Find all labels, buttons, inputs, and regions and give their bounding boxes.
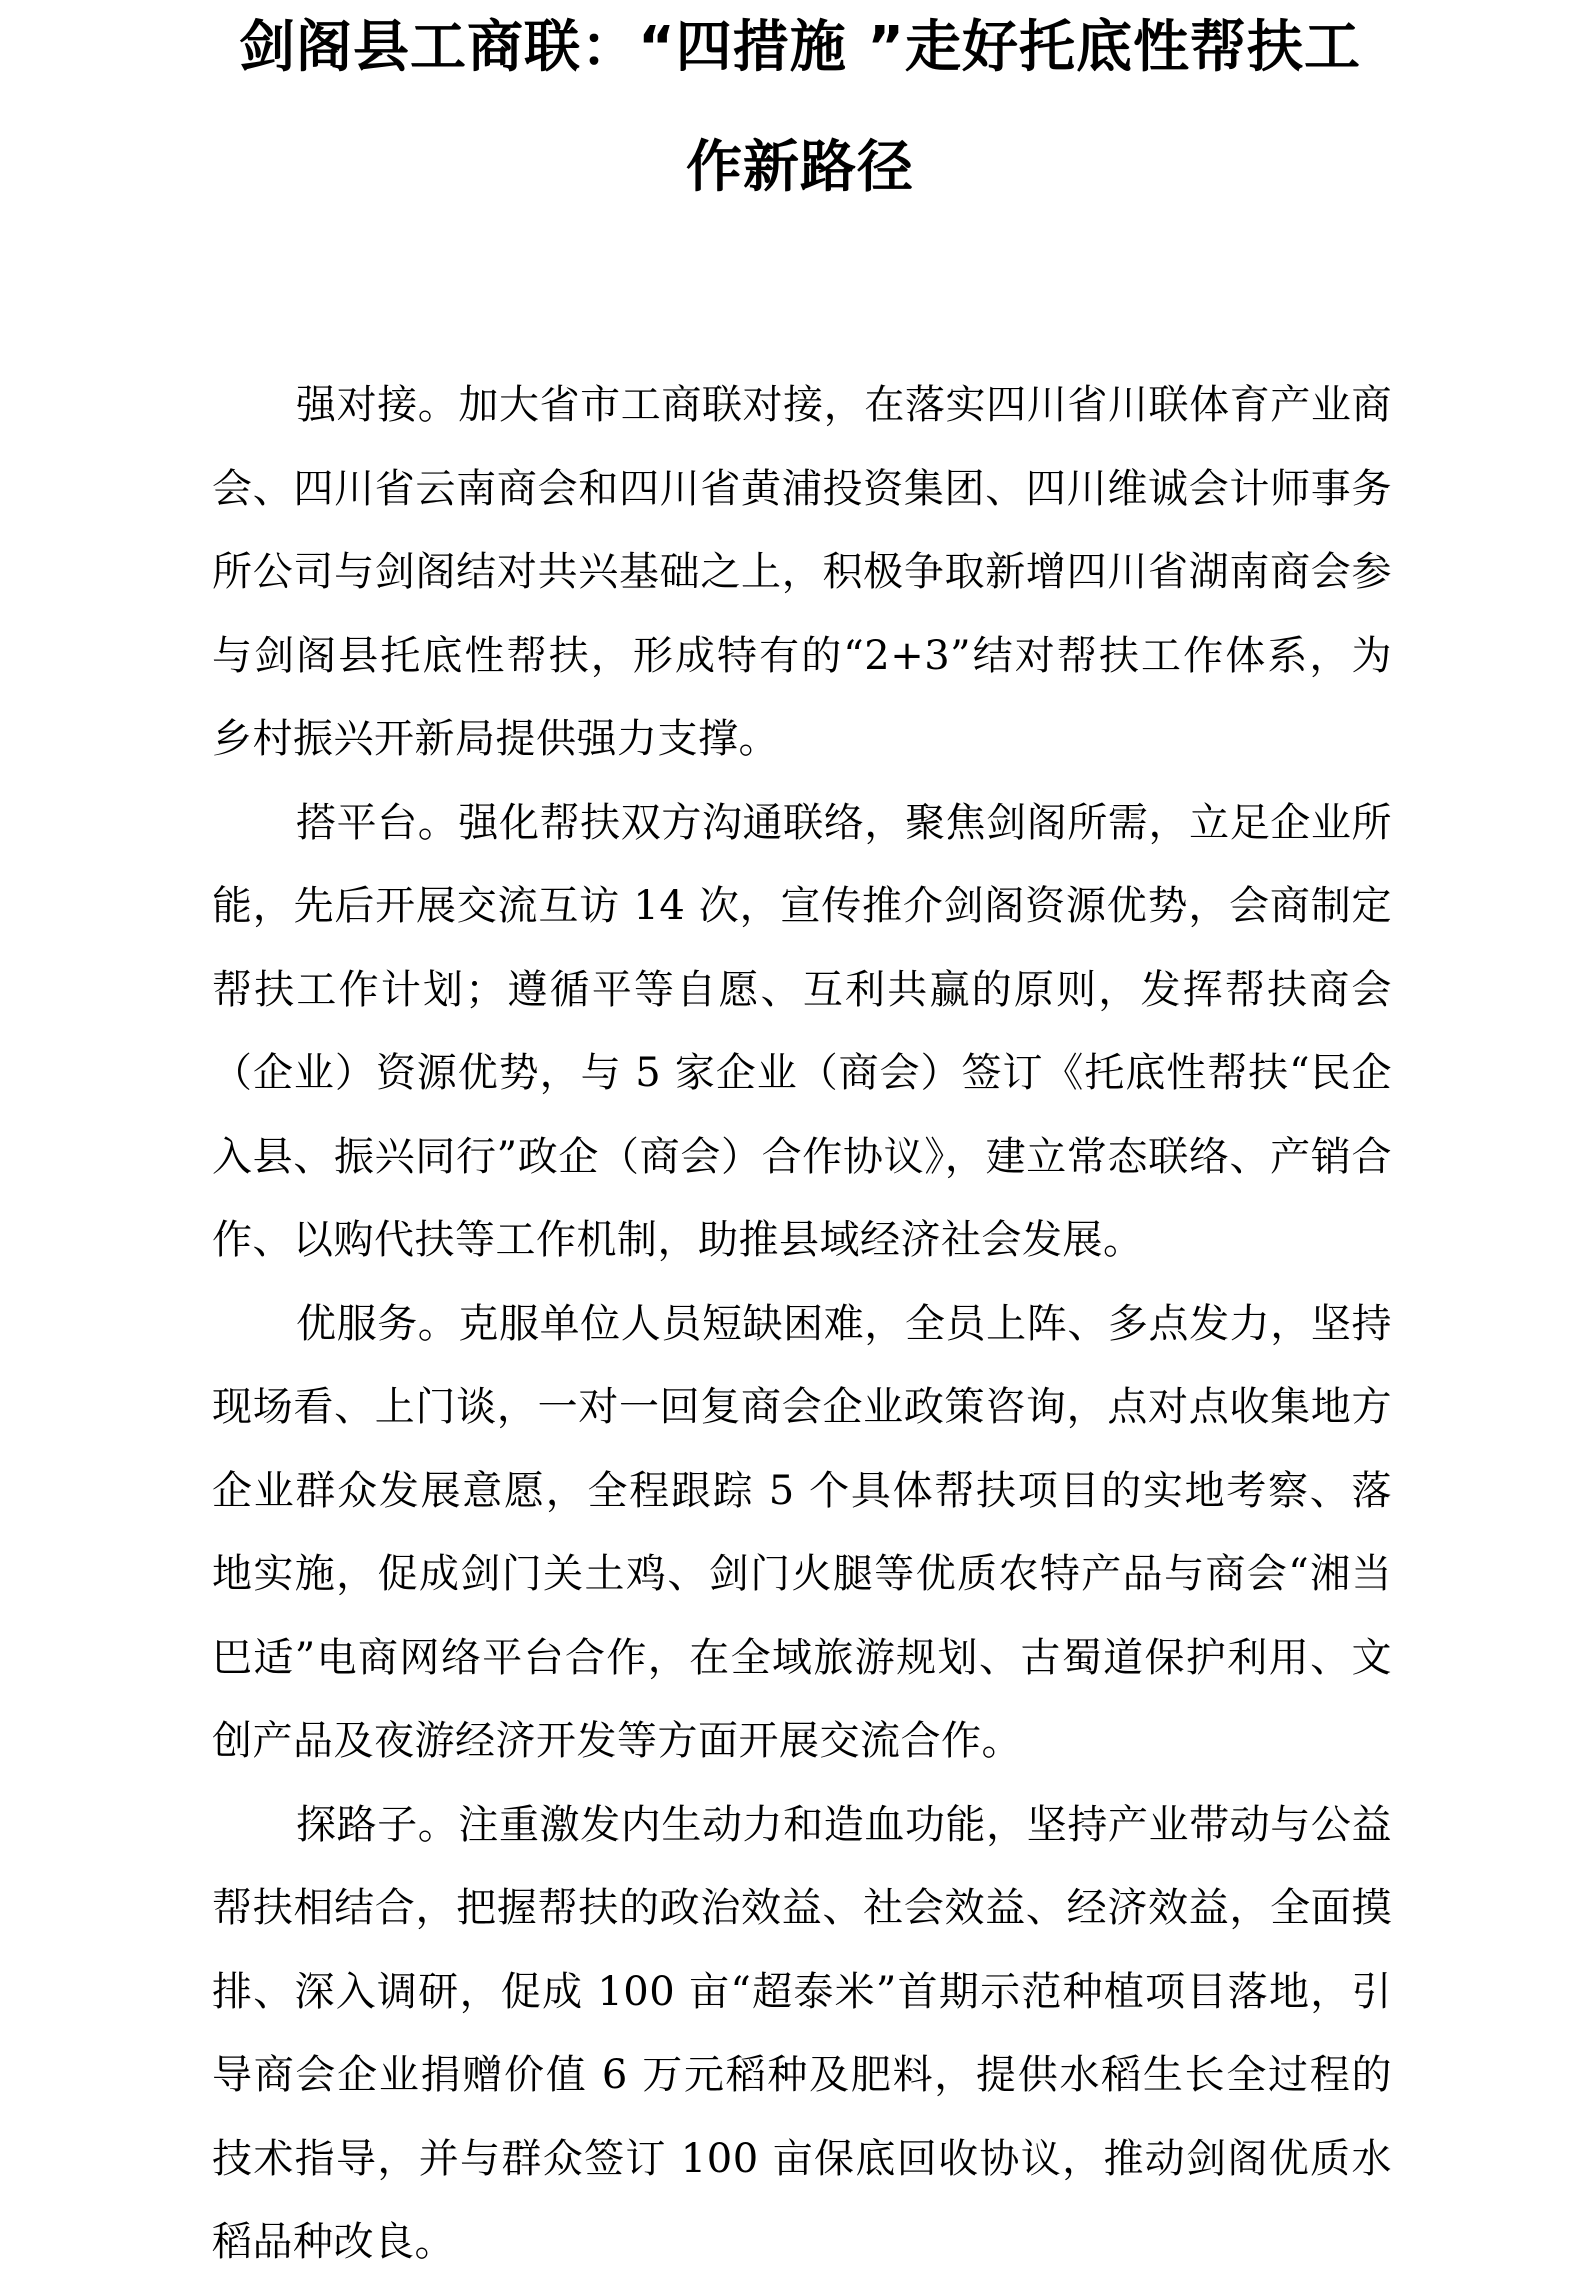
paragraph-build-platform: 搭平台。强化帮扶双方沟通联络，聚焦剑阁所需，立足企业所能，先后开展交流互访 14 次，宣传推介剑阁资源优势，会商制定帮扶工作计划；遵循平等自愿、互利共赢的原则，发挥帮扶商会（企业）资源优势，与 5 家企业（商会）签订《托底性帮扶“民企入县、振兴同行”政企（商会）合作协议》，建立常态联络、产销合作、以购代扶等工作机制，助推县域经济社会发展。 <box>212 799 1392 1263</box>
paragraph-optimize-service: 优服务。克服单位人员短缺困难，全员上阵、多点发力，坚持现场看、上门谈，一对一回复商会企业政策咨询，点对点收集地方企业群众发展意愿，全程跟踪 5 个具体帮扶项目的实地考察、落地实施，促成剑门关土鸡、剑门火腿等优质农特产品与商会“湘当巴适”电商网络平台合作，在全域旅游规划、古蜀道保护利用、文创产品及夜游经济开发等方面开展交流合作。 <box>212 1300 1392 1764</box>
paragraph-explore-path: 探路子。注重激发内生动力和造血功能，坚持产业带动与公益帮扶相结合，把握帮扶的政治效益、社会效益、经济效益，全面摸排、深入调研，促成 100 亩“超泰米”首期示范种植项目落地，引导商会企业捐赠价值 6 万元稻种及肥料，提供水稻生长全过程的技术指导，并与群众签订 100 亩保底回收协议，推动剑阁优质水稻品种改良。 <box>212 1801 1392 2265</box>
paragraph-strengthen-connection: 强对接。加大省市工商联对接，在落实四川省川联体育产业商会、四川省云南商会和四川省黄浦投资集团、四川维诚会计师事务所公司与剑阁结对共兴基础之上，积极争取新增四川省湖南商会参与剑阁县托底性帮扶，形成特有的“2+3”结对帮扶工作体系，为乡村振兴开新局提供强力支撑。 <box>212 382 1392 762</box>
document-body <box>212 364 1392 2285</box>
document-title-line-2: 作新路径 <box>686 135 914 200</box>
document-title-line-1: 剑阁县工商联：“四措施 ”走好托底性帮扶工 <box>238 15 1362 80</box>
